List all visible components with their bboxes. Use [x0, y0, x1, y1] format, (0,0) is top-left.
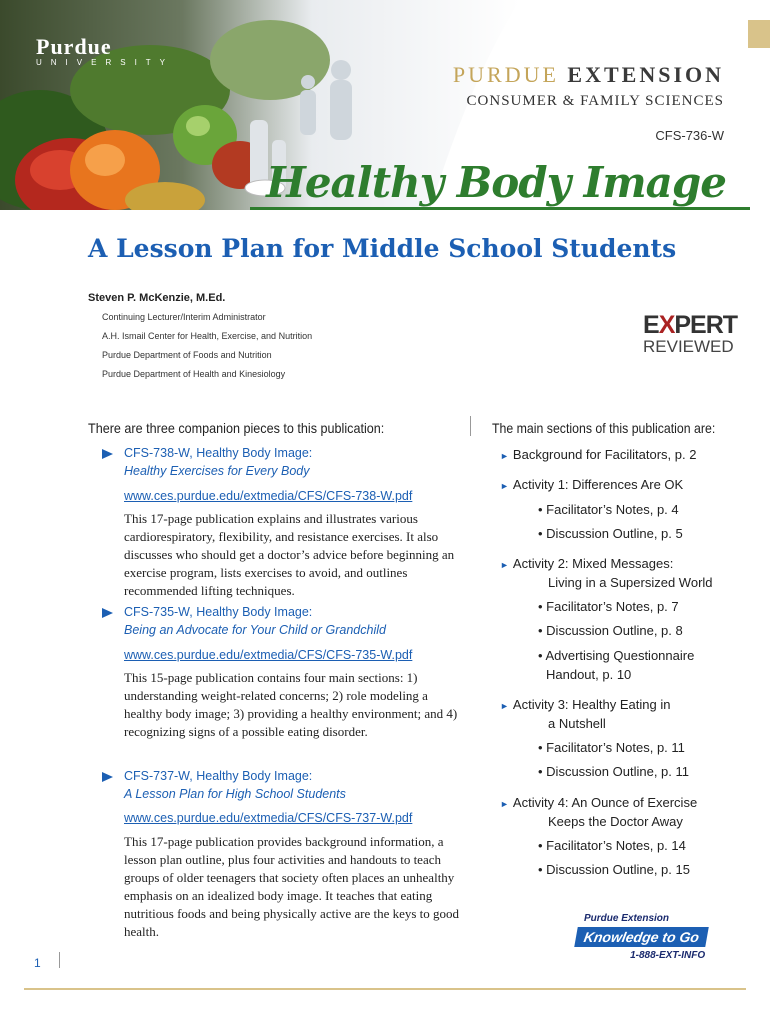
subsection-item: • Discussion Outline, p. 8 — [538, 623, 683, 638]
bullet-triangle-icon — [102, 772, 113, 782]
affiliation-line: Purdue Department of Foods and Nutrition — [102, 350, 272, 360]
section-label-continued: a Nutshell — [548, 716, 606, 731]
corner-accent — [748, 20, 770, 48]
companion-title: CFS-738-W, Healthy Body Image: — [124, 446, 313, 460]
companion-subtitle: Being an Advocate for Your Child or Grandchild — [124, 623, 386, 637]
logo-line-2: Knowledge to Go — [574, 927, 709, 947]
companion-description: This 17-page publication explains and illustrates various cardiorespiratory, flexibility, and resistance exercises. It also discusses who should get a doctor’s advice before beginning an exercise program, lists exercises to avoid, and outlines recommended lifting techniques. — [124, 511, 455, 598]
badge-line-1 — [643, 311, 738, 339]
section-item — [500, 554, 673, 575]
subsection-item: • Facilitator’s Notes, p. 11 — [538, 740, 685, 755]
affiliation-line: Continuing Lecturer/Interim Administrator — [102, 312, 266, 322]
badge-x: X — [658, 311, 675, 339]
main-title: Healthy Body Image — [266, 158, 726, 207]
section-label: Activity 4: An Ounce of Exercise — [512, 795, 698, 810]
companion-link[interactable]: www.ces.purdue.edu/extmedia/CFS/CFS-738-W.pdf — [124, 489, 413, 503]
companions-heading: There are three companion pieces to this publication: — [88, 420, 385, 436]
badge-line-2: REVIEWED — [643, 337, 734, 356]
section-label: Activity 2: Mixed Messages: — [512, 556, 674, 571]
section-label: Activity 3: Healthy Eating in — [512, 697, 671, 712]
subsection-item: • Discussion Outline, p. 11 — [538, 764, 689, 779]
author-name: Steven P. McKenzie, M.Ed. — [88, 292, 226, 304]
arrow-right-icon: ► — [500, 560, 509, 570]
page-number: 1 — [34, 956, 41, 970]
title-underline — [250, 207, 750, 210]
subsection-item: • Advertising Questionnaire — [538, 648, 695, 663]
section-label: Background for Facilitators, p. 2 — [512, 447, 697, 462]
extension-word-purdue: PURDUE — [452, 62, 559, 87]
bullet-triangle-icon — [102, 608, 113, 618]
extension-word-extension: EXTENSION — [567, 62, 724, 87]
subsection-item: • Facilitator’s Notes, p. 4 — [538, 502, 679, 517]
companion-description: This 15-page publication contains four main sections: 1) understanding weight-related concerns; 2) role modeling a healthy body image; 3) providing a healthy environment; and 4) recognizing signs of a possible eating disorder. — [124, 670, 458, 739]
companion-title: CFS-737-W, Healthy Body Image: — [124, 769, 313, 783]
companion-subtitle: A Lesson Plan for High School Students — [124, 787, 346, 801]
footer-rule — [24, 988, 746, 990]
companion-link[interactable]: www.ces.purdue.edu/extmedia/CFS/CFS-737-W.pdf — [124, 811, 413, 825]
section-label: Activity 1: Differences Are OK — [512, 477, 684, 492]
subsection-item-continued: Handout, p. 10 — [546, 667, 632, 682]
subsection-item: • Discussion Outline, p. 15 — [538, 862, 690, 877]
arrow-right-icon: ► — [500, 701, 509, 711]
badge-e: E — [643, 311, 659, 339]
purdue-extension-logo — [584, 913, 707, 961]
section-item — [500, 695, 670, 716]
section-item — [500, 475, 683, 496]
companion-subtitle: Healthy Exercises for Every Body — [124, 464, 310, 478]
arrow-right-icon: ► — [500, 799, 509, 809]
page-number-divider — [59, 952, 60, 968]
purdue-university-logo — [36, 34, 174, 67]
affiliation-line: A.H. Ismail Center for Health, Exercise, and Nutrition — [102, 331, 313, 341]
subsection-item: • Discussion Outline, p. 5 — [538, 526, 683, 541]
subtitle: A Lesson Plan for Middle School Students — [88, 234, 677, 263]
badge-pert: PERT — [674, 311, 738, 339]
companion-description: This 17-page publication provides background information, a lesson plan outline, plus four activities and handouts to teach groups of older teenagers that society often places an unhealthy emphasis on an idealized body image. It teaches that eating nutritious foods and being physically active are the keys to good health. — [124, 834, 460, 939]
subsection-item: • Facilitator’s Notes, p. 14 — [538, 838, 686, 853]
bullet-triangle-icon — [102, 449, 113, 459]
section-item — [500, 793, 697, 814]
logo-sub: UNIVERSITY — [36, 58, 175, 67]
section-label-continued: Keeps the Doctor Away — [548, 814, 683, 829]
subsection-item: • Facilitator’s Notes, p. 7 — [538, 599, 679, 614]
column-divider — [470, 416, 471, 436]
companion-link[interactable]: www.ces.purdue.edu/extmedia/CFS/CFS-735-W.pdf — [124, 648, 413, 662]
expert-reviewed-badge — [643, 311, 738, 356]
section-label-continued: Living in a Supersized World — [548, 575, 713, 590]
logo-phone: 1-888-EXT-INFO — [630, 950, 706, 961]
sections-heading: The main sections of this publication are: — [492, 420, 716, 436]
department-name: CONSUMER & FAMILY SCIENCES — [466, 93, 724, 109]
purdue-extension-title — [453, 62, 724, 88]
arrow-right-icon: ► — [500, 481, 509, 491]
logo-name: Purdue — [36, 34, 112, 59]
companion-title: CFS-735-W, Healthy Body Image: — [124, 605, 313, 619]
logo-line-1: Purdue Extension — [584, 913, 670, 924]
section-item — [500, 445, 696, 466]
affiliation-line: Purdue Department of Health and Kinesiology — [102, 369, 286, 379]
arrow-right-icon: ► — [500, 451, 509, 461]
publication-code: CFS-736-W — [655, 128, 724, 143]
